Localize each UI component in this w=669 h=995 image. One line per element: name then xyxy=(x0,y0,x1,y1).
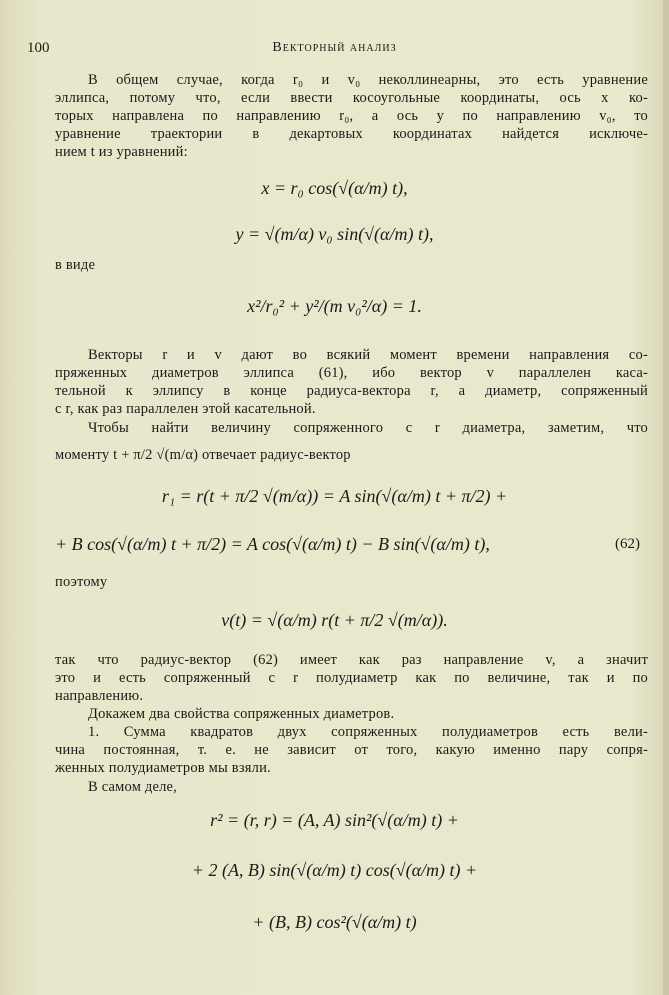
text-line: Векторы r и v дают во всякий момент времени направления со- xyxy=(88,347,648,363)
text-line: тельной к эллипсу в конце радиуса-вектора r, а диаметр, сопряженный xyxy=(55,383,648,399)
formula-r1-line2: + B cos(√(α/m) t + π/2) = A cos(√(α/m) t) − B sin(√(α/m) t), xyxy=(55,534,490,554)
text-line: торых направлена по направлению r₀, а ось y по направлению v₀, то xyxy=(55,108,648,124)
formula-ellipse: x²/r₀² + y²/(m v₀²/α) = 1. xyxy=(247,296,422,316)
text-line: Чтобы найти величину сопряженного с r диаметра, заметим, что xyxy=(88,420,648,436)
page-number: 100 xyxy=(27,40,50,56)
text-line: поэтому xyxy=(55,574,108,590)
text-line: это и есть сопряженный с r полудиаметр как по величине, так и по xyxy=(55,670,648,686)
text-line: В общем случае, когда r₀ и v₀ неколлинеарны, это есть уравнение xyxy=(88,72,648,88)
text-line: моменту t + π/2 √(m/α) отвечает радиус-вектор xyxy=(55,447,351,463)
text-line: пряженных диаметров эллипса (61), ибо вектор v параллелен каса- xyxy=(55,365,648,381)
formula-r2-line3: + (B, B) cos²(√(α/m) t) xyxy=(252,912,417,932)
text-line: чина постоянная, т. е. не зависит от того, какую именно пару сопря- xyxy=(55,742,648,758)
formula-r2-line2: + 2 (A, B) sin(√(α/m) t) cos(√(α/m) t) + xyxy=(191,860,478,880)
text-line: 1. Сумма квадратов двух сопряженных полудиаметров есть вели- xyxy=(88,724,648,740)
text-line: Докажем два свойства сопряженных диаметров. xyxy=(88,706,395,722)
text-line: нием t из уравнений: xyxy=(55,144,188,160)
running-title: Векторный анализ xyxy=(272,40,397,55)
text-line: эллипса, потому что, если ввести косоугольные координаты, ось x ко- xyxy=(55,90,648,106)
text-line: в виде xyxy=(55,257,96,273)
text-line: направлению. xyxy=(55,688,144,704)
text-line: уравнение траектории в декартовых координатах найдется исключе- xyxy=(55,126,648,142)
formula-r1-line1: r₁ = r(t + π/2 √(m/α)) = A sin(√(α/m) t + π/2) + xyxy=(161,486,508,506)
equation-number: (62) xyxy=(615,536,640,552)
formula-v: v(t) = √(α/m) r(t + π/2 √(m/α)). xyxy=(221,610,448,630)
text-line: В самом деле, xyxy=(88,779,178,795)
formula-r2-line1: r² = (r, r) = (A, A) sin²(√(α/m) t) + xyxy=(210,810,459,830)
text-line: женных полудиаметров мы взяли. xyxy=(55,760,271,776)
text-line: с r, как раз параллелен этой касательной. xyxy=(55,401,316,417)
formula-y: y = √(m/α) v₀ sin(√(α/m) t), xyxy=(235,224,434,244)
text-line: так что радиус-вектор (62) имеет как раз направление v, а значит xyxy=(55,652,648,668)
formula-x: x = r₀ cos(√(α/m) t), xyxy=(261,178,408,198)
